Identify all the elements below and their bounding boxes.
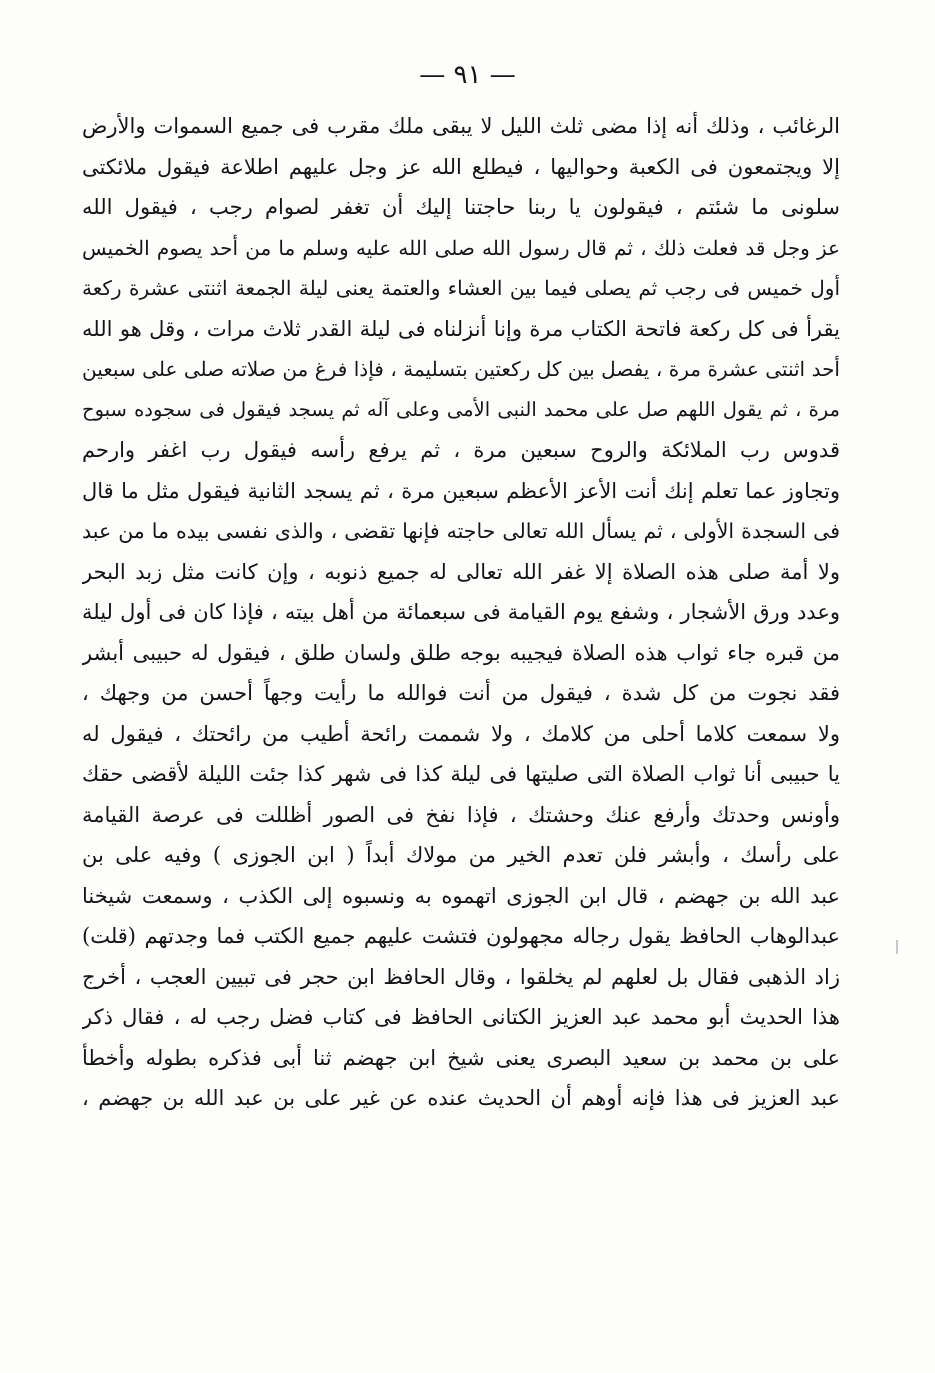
text-line: أحد اثنتى عشرة مرة ، يفصل بين كل ركعتين بتسليمة ، فإذا فرغ من صلاته صلى على سبعين (82, 357, 840, 381)
page-number: — ٩١ — (419, 60, 516, 90)
text-line: عبد الله بن جهضم ، قال ابن الجوزى اتهموه به ونسبوه إلى الكذب ، وسمعت شيخنا (82, 883, 840, 908)
text-line: مرة ، ثم يقول اللهم صل على محمد النبى الأمى وعلى آله ثم يسجد فيقول فى سجوده سبوح (82, 397, 840, 421)
text-line: أول خميس فى رجب ثم يصلى فيما بين العشاء والعتمة يعنى ليلة الجمعة اثنتى عشرة ركعة (82, 276, 840, 300)
text-line: ولا سمعت كلاما أحلى من كلامك ، ولا شممت رائحة أطيب من رائحتك ، فيقول له (82, 721, 840, 746)
text-line: قدوس رب الملائكة والروح سبعين مرة ، ثم يرفع رأسه فيقول رب اغفر وارحم (82, 438, 840, 462)
text-line: إلا ويجتمعون فى الكعبة وحواليها ، فيطلع الله عز وجل عليهم اطلاعة فيقول ملائكتى (82, 154, 840, 179)
text-line: فى السجدة الأولى ، ثم يسأل الله تعالى حاجته فإنها تقضى ، والذى نفسى بيده ما من عبد (82, 519, 840, 543)
margin-scan-mark (896, 940, 898, 954)
text-line: وتجاوز عما تعلم إنك أنت الأعز الأعظم سبعين مرة ، ثم يسجد الثانية فيقول مثل ما قال (82, 478, 840, 503)
text-line: على رأسك ، وأبشر فلن تعدم الخير من مولاك أبداً ( ابن الجوزى ) وفيه على بن (82, 843, 840, 867)
text-line: من قبره جاء ثواب هذه الصلاة فيجيبه بوجه طلق ولسان طلق ، فيقول له حبيبى أبشر (82, 640, 840, 665)
text-line: يا حبيبى أنا ثواب الصلاة التى صليتها فى ليلة كذا فى شهر كذا جئت الليلة لأقضى حقك (82, 762, 840, 786)
text-line: زاد الذهبى فقال بل لعلهم لم يخلقوا ، وقال الحافظ ابن حجر فى تبيين العجب ، أخرج (82, 964, 840, 989)
text-line: سلونى ما شئتم ، فيقولون يا ربنا حاجتنا إليك أن تغفر لصوام رجب ، فيقول الله (82, 195, 840, 219)
text-line: هذا الحديث أبو محمد عبد العزيز الكتانى الحافظ فى كتاب فضل رجب له ، فقال ذكر (82, 1005, 840, 1029)
text-line: عبدالوهاب الحافظ يقول رجاله مجهولون فتشت عليهم جميع الكتب فما وجدتهم (قلت) (82, 924, 840, 948)
text-line: يقرأ فى كل ركعة فاتحة الكتاب مرة وإنا أنزلناه فى ليلة القدر ثلاث مرات ، وقل هو الله (82, 316, 840, 341)
text-line: عبد العزيز فى هذا فإنه أوهم أن الحديث عنده عن غير على بن عبد الله بن جهضم ، (82, 1086, 840, 1110)
text-line: وعدد ورق الأشجار ، وشفع يوم القيامة فى سبعمائة من أهل بيته ، فإذا كان فى أول ليلة (82, 600, 840, 624)
text-line: على بن محمد بن سعيد البصرى يعنى شيخ ابن جهضم ثنا أبى فذكره بطوله وأخطأ (82, 1045, 840, 1070)
text-line: وأونس وحدتك وأرفع عنك وحشتك ، فإذا نفخ فى الصور أظللت فى عرصة القيامة (82, 802, 840, 827)
text-line: الرغائب ، وذلك أنه إذا مضى ثلث الليل لا يبقى ملك مقرب فى جميع السموات والأرض (82, 114, 840, 138)
body-text (82, 106, 840, 1119)
text-line: فقد نجوت من كل شدة ، فيقول من أنت فوالله ما رأيت وجهاً أحسن من وجهك ، (82, 681, 840, 705)
text-line: عز وجل قد فعلت ذلك ، ثم قال رسول الله صلى الله عليه وسلم ما من أحد يصوم الخميس (82, 235, 840, 260)
text-line: ولا أمة صلى هذه الصلاة إلا غفر الله تعالى له جميع ذنوبه ، وإن كانت مثل زبد البحر (82, 559, 840, 584)
